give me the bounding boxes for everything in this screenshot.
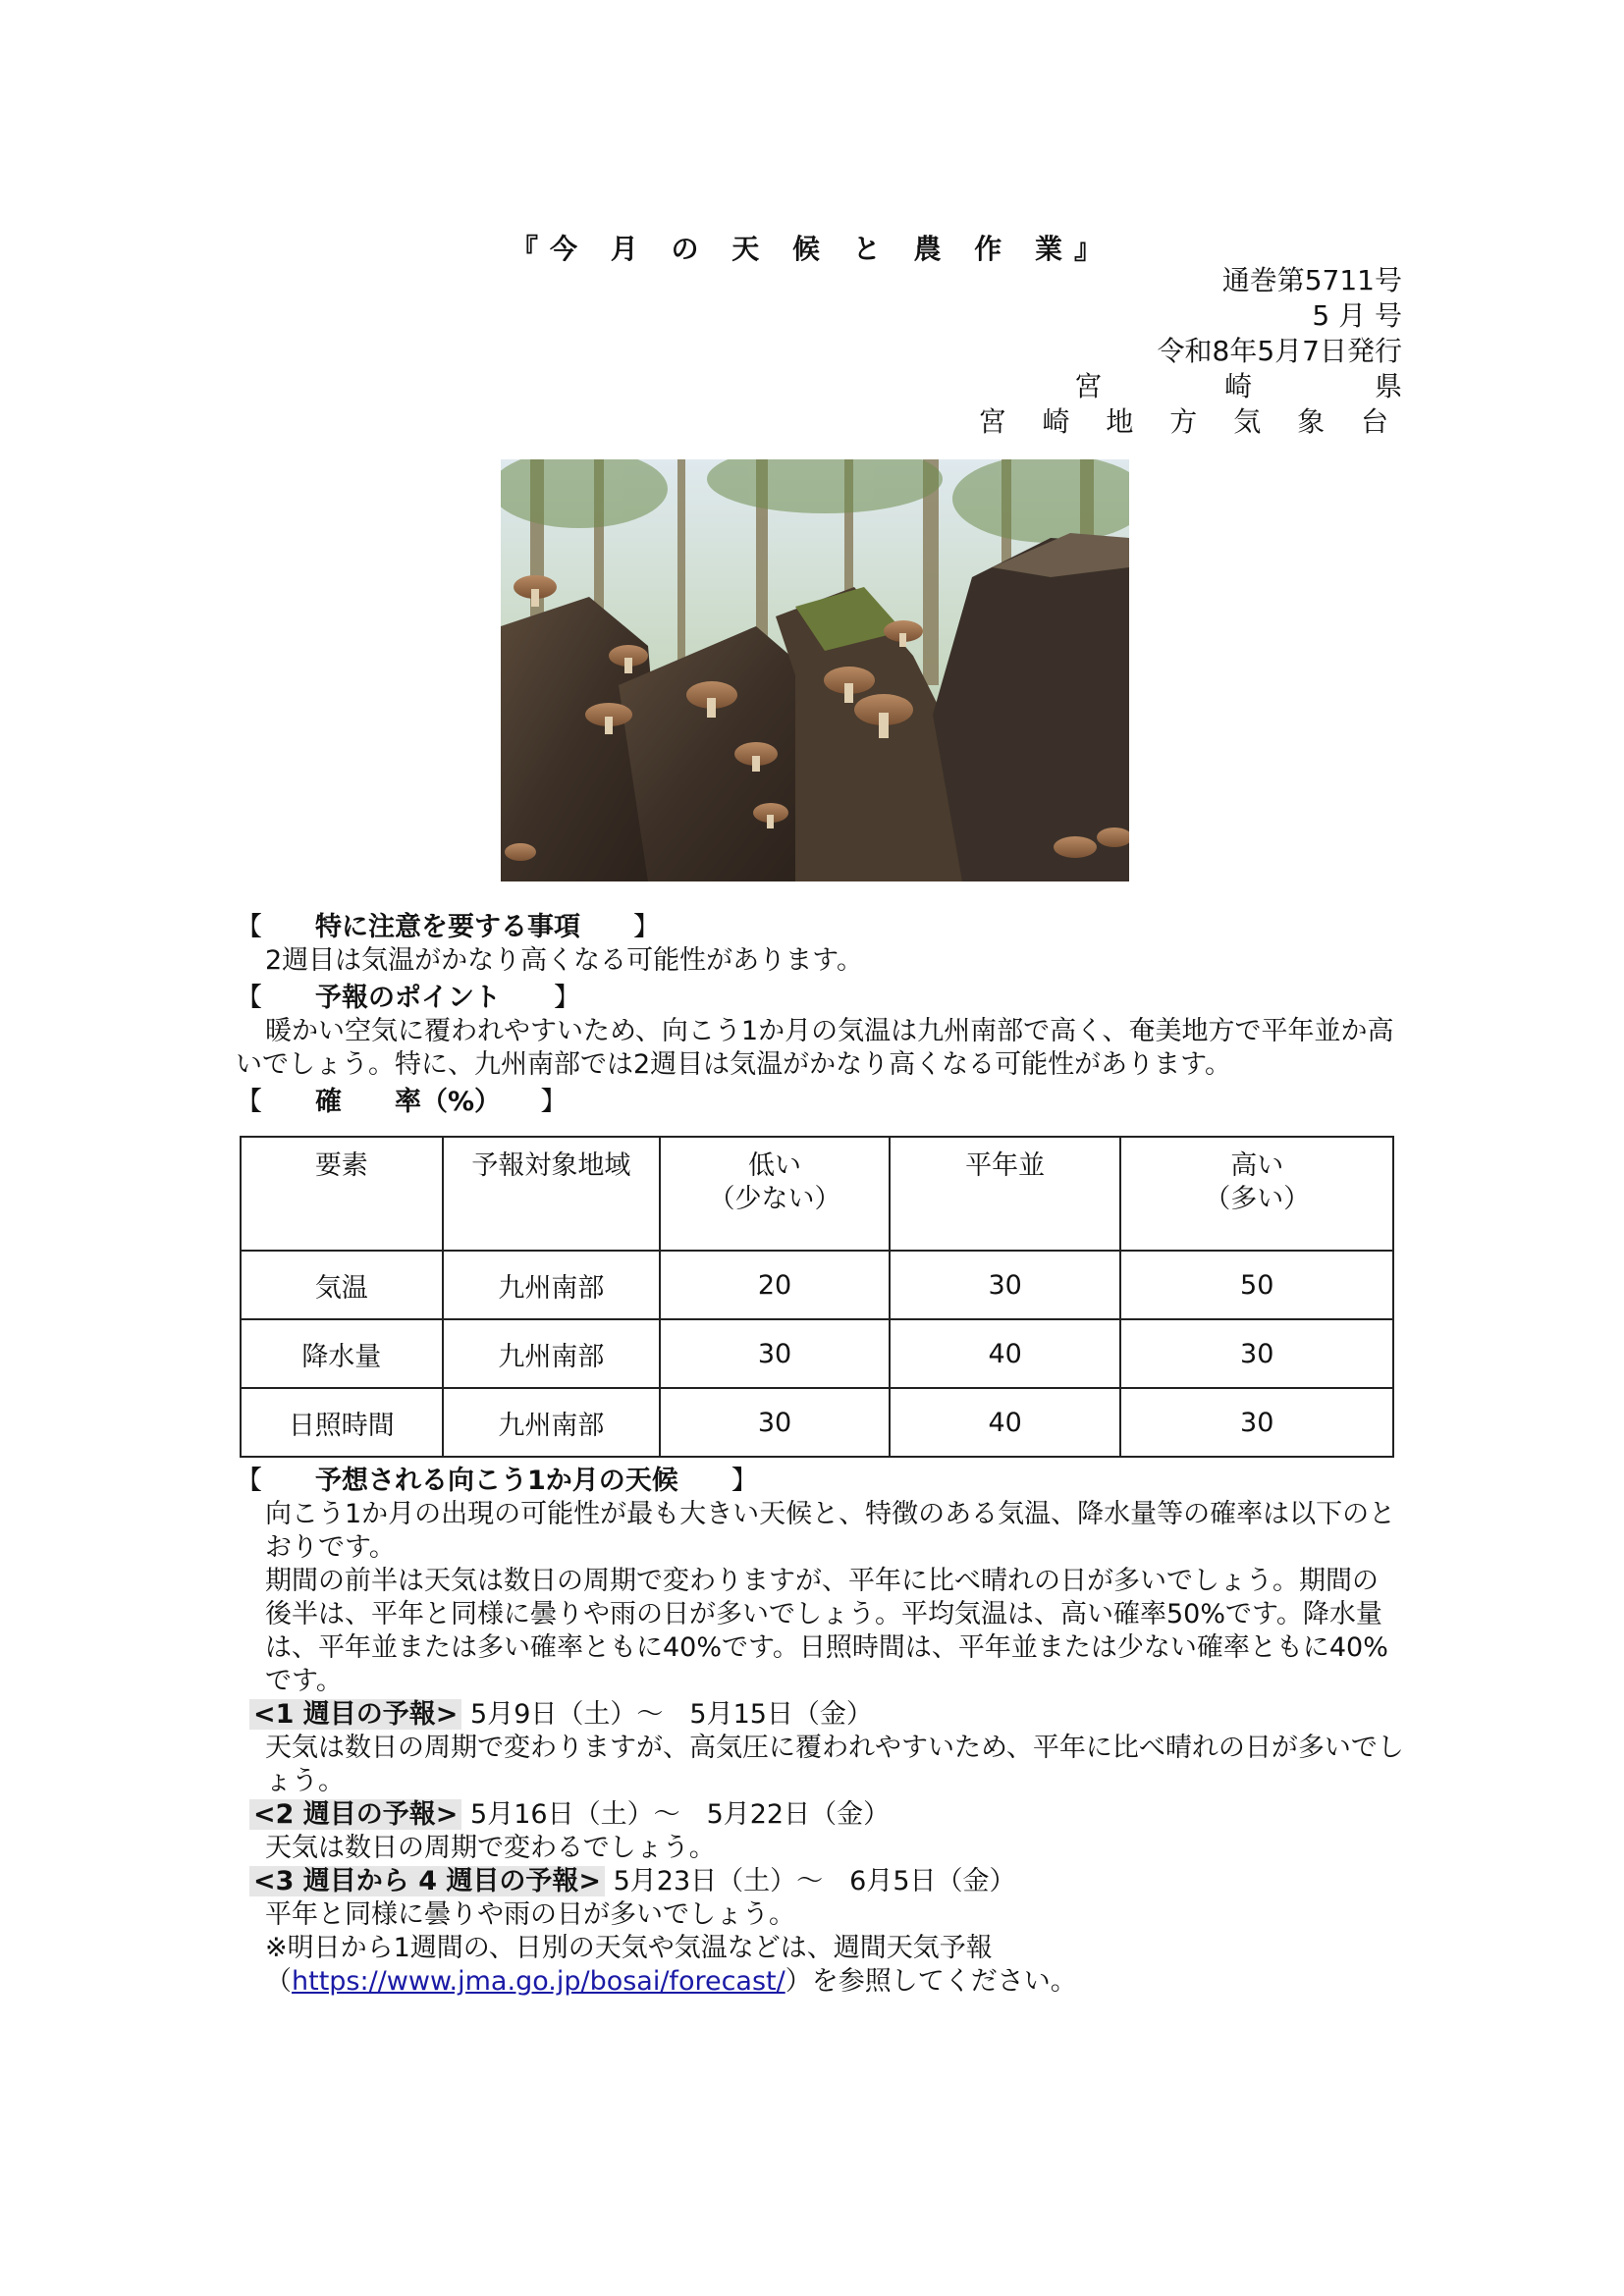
week1-label: <1 週目の予報> — [249, 1699, 461, 1730]
outlook-heading: 【 予想される向こう1か月の天候 】 — [236, 1466, 758, 1496]
cell-low: 20 — [660, 1251, 890, 1319]
week2-text: 天気は数日の周期で変わるでしょう。 — [265, 1833, 716, 1863]
table-row — [241, 1388, 1393, 1457]
probability-table — [240, 1136, 1394, 1458]
document-title: 『今 月 の 天 候 と 農 作 業』 — [511, 233, 1113, 265]
cell-normal: 40 — [890, 1388, 1121, 1457]
issue-date: 令和8年5月7日発行 — [1157, 335, 1402, 367]
week2-dates: 5月16日（土）～ 5月22日（金） — [470, 1799, 891, 1830]
cell-high: 50 — [1120, 1251, 1393, 1319]
header-low: 低い （少ない） — [660, 1137, 890, 1251]
week3-label: <3 週目から 4 週目の予報> — [249, 1866, 605, 1896]
cell-region: 九州南部 — [443, 1388, 661, 1457]
cell-low: 30 — [660, 1388, 890, 1457]
week3-text: 平年と同様に曇りや雨の日が多いでしょう。 — [265, 1899, 795, 1930]
week3-dates: 5月23日（土）～ 6月5日（金） — [613, 1866, 1016, 1896]
caution-heading: 【 特に注意を要する事項 】 — [236, 912, 660, 942]
week2-label: <2 週目の予報> — [249, 1799, 461, 1830]
table-header-row — [241, 1137, 1393, 1251]
cell-high: 30 — [1120, 1319, 1393, 1388]
cell-region: 九州南部 — [443, 1319, 661, 1388]
outlook-section — [236, 1465, 1404, 1999]
issue-info — [978, 263, 1459, 440]
week2-header — [236, 1798, 1404, 1832]
table-row — [241, 1319, 1393, 1388]
issuer-prefecture: 宮 崎 県 — [1074, 370, 1459, 402]
week1-header — [236, 1698, 1404, 1732]
outlook-summary: 期間の前半は天気は数日の周期で変わりますが、平年に比べ晴れの日が多いでしょう。期間の後半は、平年と同様に曇りや雨の日が多いでしょう。平均気温は、高い確率50%です。降水量は、平年並または多い確率ともに40%です。日照時間は、平年並または少ない確率ともに40%です。 — [265, 1566, 1388, 1696]
points-heading: 【 予報のポイント 】 — [236, 983, 580, 1013]
header-element: 要素 — [241, 1137, 443, 1251]
issuer-office: 宮 崎 地 方 気 象 台 — [978, 405, 1402, 438]
week1-text: 天気は数日の周期で変わりますが、高気圧に覆われやすいため、平年に比べ晴れの日が多いでしょう。 — [265, 1733, 1404, 1796]
cell-element: 気温 — [241, 1251, 443, 1319]
header-normal: 平年並 — [890, 1137, 1121, 1251]
cell-element: 日照時間 — [241, 1388, 443, 1457]
caution-text: 2週目は気温がかなり高くなる可能性があります。 — [265, 945, 864, 976]
forecast-note: ※明日から1週間の、日別の天気や気温などは、週間天気予報 （https://www.jma.go.jp/bosai/forecast/）を参照してください。 — [265, 1933, 1077, 1997]
cell-low: 30 — [660, 1319, 890, 1388]
week3-header — [236, 1865, 1404, 1898]
week1-dates: 5月9日（土）～ 5月15日（金） — [470, 1699, 873, 1730]
cell-region: 九州南部 — [443, 1251, 661, 1319]
points-section — [236, 982, 1404, 1082]
shiitake-log-photo — [501, 459, 1129, 881]
cell-normal: 40 — [890, 1319, 1121, 1388]
header-region: 予報対象地域 — [443, 1137, 661, 1251]
outlook-intro: 向こう1か月の出現の可能性が最も大きい天候と、特徴のある気温、降水量等の確率は以下のとおりです。 — [265, 1499, 1396, 1563]
points-text: 暖かい空気に覆われやすいため、向こう1か月の気温は九州南部で高く、奄美地方で平年並か高いでしょう。特に、九州南部では2週目は気温がかなり高くなる可能性があります。 — [236, 1016, 1394, 1080]
cell-element: 降水量 — [241, 1319, 443, 1388]
issue-number: 通巻第5711号 — [1221, 264, 1402, 296]
table-row — [241, 1251, 1393, 1319]
issue-month: 5 月 号 — [1312, 299, 1402, 332]
caution-section — [236, 911, 1404, 978]
probability-heading: 【 確 率（%） 】 — [236, 1087, 568, 1117]
cell-normal: 30 — [890, 1251, 1121, 1319]
probability-section — [236, 1086, 1404, 1119]
header-high: 高い （多い） — [1120, 1137, 1393, 1251]
forecast-link[interactable]: https://www.jma.go.jp/bosai/forecast/ — [292, 1966, 785, 1997]
cell-high: 30 — [1120, 1388, 1393, 1457]
